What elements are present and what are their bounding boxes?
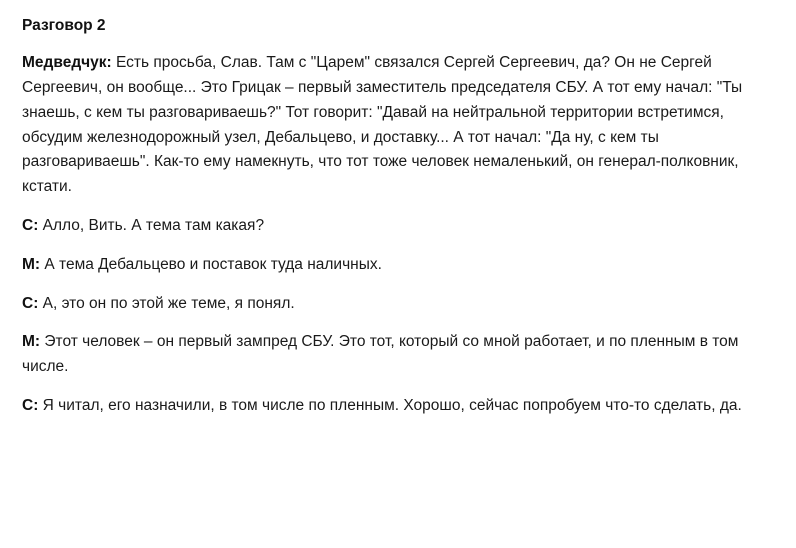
transcript-entry <box>22 292 768 317</box>
speech-text: Я читал, его назначили, в том числе по пленным. Хорошо, сейчас попробуем что-то сделать, да. <box>38 397 742 415</box>
transcript-entry <box>22 394 768 419</box>
speech-text: А, это он по этой же теме, я понял. <box>38 294 295 312</box>
speech-text: Алло, Вить. А тема там какая? <box>38 217 265 235</box>
speaker-label: С: <box>22 217 39 235</box>
speaker-label: М: <box>22 333 41 351</box>
page-title: Разговор 2 <box>22 17 106 34</box>
speech-text: Этот человек – он первый зампред СБУ. Это тот, который со мной работает, и по пленным в том числе. <box>22 333 739 376</box>
speaker-label: С: <box>22 397 39 415</box>
speaker-label: М: <box>22 255 41 273</box>
speaker-label: Медведчук: <box>22 54 112 72</box>
speech-text: Есть просьба, Слав. Там с "Царем" связался Сергей Сергеевич, да? Он не Сергей Сергеевич, он вообще... Это Грицак – первый заместитель председателя СБУ. А тот ему начал: "Ты знаешь, с кем ты разговариваешь?" Тот говорит: "Давай на нейтральной территории встретимся, обсудим железнодорожный узел, Дебальцево, и доставку... А тот начал: "Да ну, с кем ты разговариваешь". Как-то ему намекнуть, что тот тоже человек немаленький, он генерал-полковник, кстати. <box>22 54 743 196</box>
transcript-entry <box>22 330 768 380</box>
transcript-entry <box>22 51 768 200</box>
transcript-entry <box>22 214 768 239</box>
speech-text: А тема Дебальцево и поставок туда наличных. <box>40 255 382 273</box>
transcript-entry <box>22 253 768 278</box>
speaker-label: С: <box>22 294 39 312</box>
